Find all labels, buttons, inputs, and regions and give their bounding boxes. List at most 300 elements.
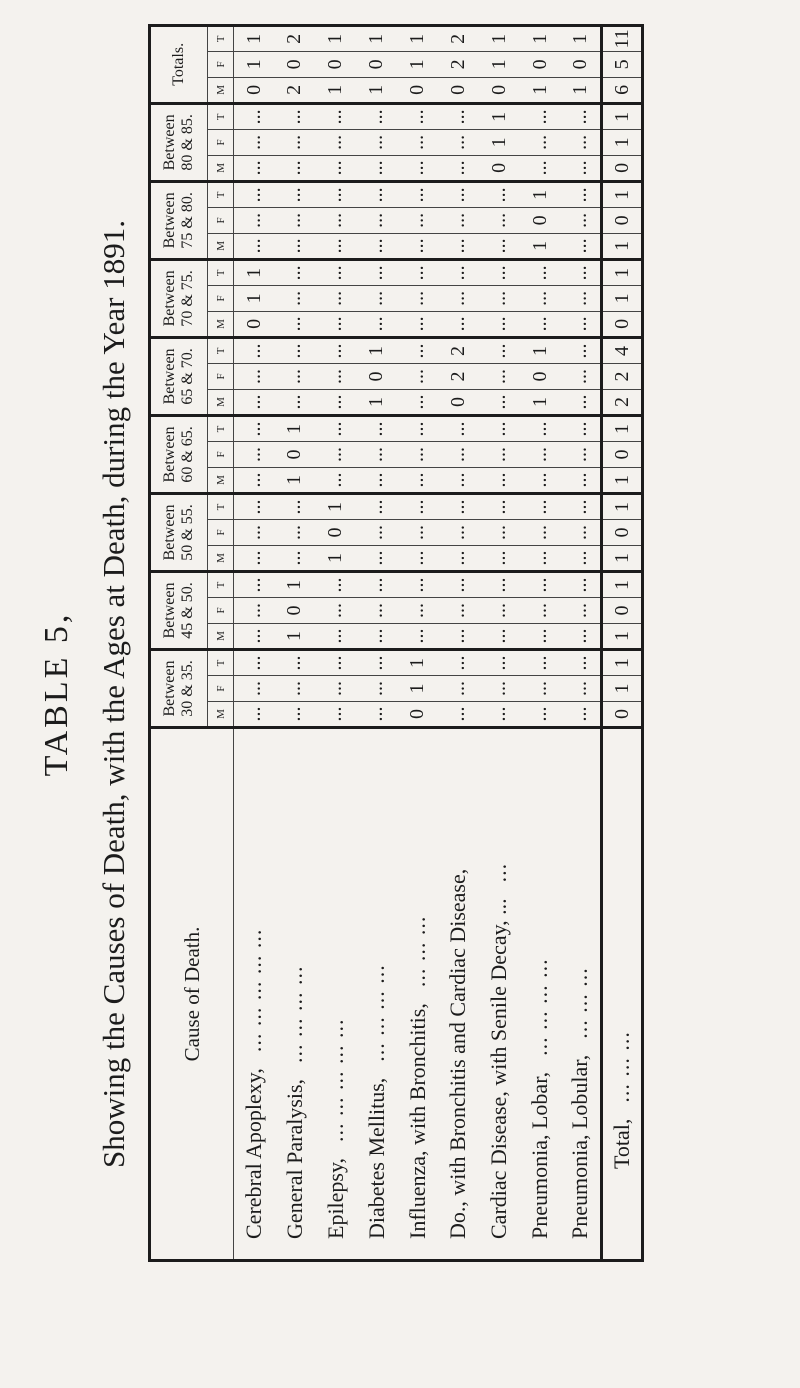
value-cell: 1 <box>602 571 643 597</box>
value-cell: ... <box>397 415 438 441</box>
value-cell: ... <box>315 207 356 233</box>
leader-dots: ... ... ... ... <box>363 964 389 1062</box>
value-cell: ... <box>315 311 356 337</box>
value-cell: ... <box>520 493 561 519</box>
cause-cell <box>520 728 561 1261</box>
value-cell: ... <box>520 467 561 493</box>
value-cell: ... <box>479 623 520 649</box>
value-cell: ... <box>397 103 438 129</box>
value-cell: 0 <box>234 77 275 103</box>
value-cell: ... <box>561 363 602 389</box>
sex-header: M <box>208 702 234 728</box>
table-row <box>315 25 356 1260</box>
value-cell: 0 <box>274 51 315 77</box>
value-cell: ... <box>234 207 275 233</box>
value-cell: ... <box>315 337 356 363</box>
age-group-range: 65 & 70. <box>179 348 196 405</box>
age-group-header <box>150 415 208 493</box>
value-cell: ... <box>274 181 315 207</box>
value-cell: ... <box>315 597 356 623</box>
value-cell: ... <box>438 181 479 207</box>
value-cell: 0 <box>274 441 315 467</box>
value-cell: ... <box>356 285 397 311</box>
value-cell: ... <box>520 649 561 675</box>
sex-header: M <box>208 155 234 181</box>
age-group-label: Between <box>161 504 178 561</box>
value-cell: 1 <box>602 181 643 207</box>
sex-header: F <box>208 676 234 702</box>
value-cell: 5 <box>602 51 643 77</box>
cause-of-death-header: Cause of Death. <box>150 728 234 1261</box>
value-cell: ... <box>315 571 356 597</box>
value-cell: ... <box>561 155 602 181</box>
leader-dots: ... ... ... ... <box>281 965 307 1063</box>
value-cell: 0 <box>602 702 643 728</box>
cause-cell <box>397 728 438 1261</box>
value-cell: 1 <box>602 649 643 675</box>
age-group-range: 45 & 50. <box>179 582 196 639</box>
value-cell: ... <box>438 467 479 493</box>
value-cell: 1 <box>356 77 397 103</box>
value-cell: ... <box>561 129 602 155</box>
value-cell: ... <box>520 702 561 728</box>
value-cell: ... <box>356 702 397 728</box>
age-group-label: Totals. <box>170 42 187 86</box>
value-cell: 1 <box>520 181 561 207</box>
value-cell: ... <box>561 389 602 415</box>
value-cell: 0 <box>438 389 479 415</box>
value-cell: ... <box>561 545 602 571</box>
cause-cell <box>479 728 520 1261</box>
value-cell: ... <box>397 467 438 493</box>
value-cell: ... <box>356 571 397 597</box>
value-cell: ... <box>479 259 520 285</box>
value-cell: ... <box>438 155 479 181</box>
age-group-range: 30 & 35. <box>179 660 196 717</box>
value-cell: ... <box>234 519 275 545</box>
value-cell: ... <box>561 493 602 519</box>
value-cell: ... <box>274 702 315 728</box>
age-group-header <box>150 103 208 181</box>
sex-header: T <box>208 415 234 441</box>
value-cell: ... <box>397 207 438 233</box>
value-cell: ... <box>397 519 438 545</box>
sex-header: F <box>208 519 234 545</box>
value-cell: ... <box>438 311 479 337</box>
value-cell: 1 <box>479 103 520 129</box>
table-row <box>561 25 602 1260</box>
value-cell: ... <box>561 519 602 545</box>
table-row <box>520 25 561 1260</box>
value-cell: ... <box>479 285 520 311</box>
value-cell: ... <box>356 545 397 571</box>
value-cell: ... <box>234 441 275 467</box>
value-cell: ... <box>520 623 561 649</box>
age-group-header <box>150 649 208 727</box>
value-cell: 6 <box>602 77 643 103</box>
value-cell: 0 <box>315 519 356 545</box>
cause-label: Diabetes Mellitus, <box>363 1077 389 1239</box>
value-cell: ... <box>520 155 561 181</box>
value-cell: ... <box>438 676 479 702</box>
sex-header: T <box>208 571 234 597</box>
value-cell: ... <box>479 441 520 467</box>
cause-label: Cerebral Apoplexy, <box>241 1068 267 1239</box>
value-cell: ... <box>397 571 438 597</box>
value-cell: 0 <box>561 51 602 77</box>
value-cell: ... <box>315 441 356 467</box>
value-cell: 1 <box>274 571 315 597</box>
value-cell: 0 <box>274 597 315 623</box>
value-cell: 0 <box>397 702 438 728</box>
value-cell: 0 <box>479 77 520 103</box>
value-cell: 1 <box>602 233 643 259</box>
cause-label: Cardiac Disease, with Senile Decay, ... <box>486 898 512 1239</box>
value-cell: ... <box>561 441 602 467</box>
value-cell: 0 <box>315 51 356 77</box>
value-cell: ... <box>315 363 356 389</box>
value-cell: ... <box>234 129 275 155</box>
value-cell: 2 <box>602 363 643 389</box>
value-cell: ... <box>234 493 275 519</box>
value-cell: 0 <box>234 311 275 337</box>
value-cell: ... <box>397 363 438 389</box>
value-cell: ... <box>561 702 602 728</box>
age-group-range: 80 & 85. <box>179 114 196 171</box>
age-group-header-row <box>150 25 208 1260</box>
value-cell: ... <box>438 493 479 519</box>
value-cell: 1 <box>602 676 643 702</box>
sex-header: F <box>208 129 234 155</box>
sex-header: M <box>208 545 234 571</box>
table-row <box>397 25 438 1260</box>
value-cell: ... <box>520 311 561 337</box>
value-cell: ... <box>438 129 479 155</box>
cause-cell <box>315 728 356 1261</box>
value-cell: ... <box>356 649 397 675</box>
value-cell: 0 <box>356 363 397 389</box>
cause-cell <box>356 728 397 1261</box>
value-cell: ... <box>315 285 356 311</box>
value-cell: ... <box>520 441 561 467</box>
value-cell: ... <box>438 623 479 649</box>
value-cell: ... <box>397 259 438 285</box>
value-cell: 1 <box>397 676 438 702</box>
value-cell: ... <box>356 676 397 702</box>
cause-label: General Paralysis, <box>281 1078 307 1239</box>
value-cell: ... <box>274 233 315 259</box>
value-cell: ... <box>356 441 397 467</box>
value-cell: ... <box>274 155 315 181</box>
value-cell: ... <box>561 571 602 597</box>
value-cell: 0 <box>520 207 561 233</box>
value-cell: ... <box>356 233 397 259</box>
value-cell: ... <box>479 519 520 545</box>
value-cell: 2 <box>438 337 479 363</box>
value-cell: 1 <box>397 25 438 51</box>
value-cell: ... <box>397 389 438 415</box>
value-cell: ... <box>397 129 438 155</box>
sex-header: T <box>208 259 234 285</box>
value-cell: ... <box>438 597 479 623</box>
leader-dots: ... ... ... <box>567 967 593 1039</box>
table-row <box>274 25 315 1260</box>
value-cell: ... <box>561 597 602 623</box>
leader-dots: ... ... ... ... <box>527 958 553 1056</box>
leader-dots: ... <box>486 862 512 883</box>
value-cell: 0 <box>602 441 643 467</box>
value-cell: ... <box>397 441 438 467</box>
value-cell: 1 <box>315 77 356 103</box>
value-cell: ... <box>356 129 397 155</box>
value-cell: ... <box>438 415 479 441</box>
value-cell: ... <box>520 571 561 597</box>
leader-dots: ... ... ... <box>609 1031 634 1103</box>
table-row <box>438 25 479 1260</box>
value-cell: 1 <box>356 337 397 363</box>
value-cell: ... <box>561 233 602 259</box>
value-cell: ... <box>438 702 479 728</box>
value-cell: 1 <box>315 545 356 571</box>
value-cell: ... <box>315 415 356 441</box>
value-cell: ... <box>234 389 275 415</box>
value-cell: ... <box>234 623 275 649</box>
leader-dots: ... ... ... ... ... <box>322 1018 348 1142</box>
value-cell: ... <box>315 623 356 649</box>
sex-header: M <box>208 467 234 493</box>
value-cell: ... <box>315 233 356 259</box>
value-cell: ... <box>234 363 275 389</box>
value-cell: ... <box>234 467 275 493</box>
value-cell: 2 <box>602 389 643 415</box>
value-cell: ... <box>479 467 520 493</box>
value-cell: ... <box>397 311 438 337</box>
value-cell: ... <box>274 545 315 571</box>
value-cell: 1 <box>397 649 438 675</box>
value-cell: ... <box>356 311 397 337</box>
value-cell: ... <box>315 181 356 207</box>
value-cell: ... <box>315 649 356 675</box>
table-row <box>479 25 520 1260</box>
value-cell: ... <box>315 103 356 129</box>
value-cell: ... <box>561 467 602 493</box>
value-cell: ... <box>479 676 520 702</box>
value-cell: 2 <box>438 363 479 389</box>
value-cell: ... <box>438 285 479 311</box>
value-cell: ... <box>274 207 315 233</box>
value-cell: ... <box>397 545 438 571</box>
age-group-header <box>150 493 208 571</box>
value-cell: 0 <box>479 155 520 181</box>
value-cell: 1 <box>602 285 643 311</box>
value-cell: 1 <box>602 103 643 129</box>
value-cell: ... <box>561 649 602 675</box>
value-cell: ... <box>561 103 602 129</box>
value-cell: ... <box>520 285 561 311</box>
value-cell: ... <box>274 285 315 311</box>
table-row <box>234 25 275 1260</box>
value-cell: ... <box>356 207 397 233</box>
age-group-header <box>150 337 208 415</box>
age-group-header <box>150 181 208 259</box>
value-cell: 1 <box>274 467 315 493</box>
value-cell: 1 <box>315 493 356 519</box>
cause-label: Pneumonia, Lobar, <box>527 1071 553 1239</box>
value-cell: 1 <box>234 51 275 77</box>
value-cell: ... <box>479 571 520 597</box>
value-cell: ... <box>234 415 275 441</box>
value-cell: 0 <box>602 311 643 337</box>
value-cell: 1 <box>356 25 397 51</box>
age-group-label: Between <box>161 192 178 249</box>
value-cell: 1 <box>602 259 643 285</box>
value-cell: ... <box>356 415 397 441</box>
value-cell: 1 <box>479 25 520 51</box>
table-subtitle: Showing the Causes of Death, with the Ages at Death, during the Year 1891. <box>96 220 131 1168</box>
value-cell: ... <box>356 155 397 181</box>
cause-label: Influenza, with Bronchitis, <box>404 1003 430 1239</box>
age-group-range: 70 & 75. <box>179 270 196 327</box>
value-cell: 1 <box>234 285 275 311</box>
sex-header: T <box>208 181 234 207</box>
age-group-header <box>150 259 208 337</box>
value-cell: ... <box>274 129 315 155</box>
value-cell: ... <box>479 493 520 519</box>
value-cell: ... <box>520 103 561 129</box>
value-cell: ... <box>438 649 479 675</box>
value-cell: ... <box>520 545 561 571</box>
value-cell: ... <box>561 311 602 337</box>
sex-header: F <box>208 597 234 623</box>
value-cell: 1 <box>315 25 356 51</box>
value-cell: ... <box>479 233 520 259</box>
value-cell: 0 <box>520 363 561 389</box>
sex-header: T <box>208 649 234 675</box>
sex-header: F <box>208 207 234 233</box>
value-cell: ... <box>479 597 520 623</box>
value-cell: ... <box>561 285 602 311</box>
value-cell: ... <box>397 181 438 207</box>
value-cell: 1 <box>602 467 643 493</box>
value-cell: ... <box>315 702 356 728</box>
value-cell: 1 <box>520 233 561 259</box>
value-cell: ... <box>561 207 602 233</box>
value-cell: ... <box>356 493 397 519</box>
value-cell: ... <box>234 571 275 597</box>
age-group-header <box>150 571 208 649</box>
value-cell: ... <box>356 519 397 545</box>
value-cell: 11 <box>602 25 643 51</box>
table-title: TABLE 5, <box>38 611 75 777</box>
value-cell: ... <box>438 571 479 597</box>
value-cell: 2 <box>438 51 479 77</box>
value-cell: ... <box>234 337 275 363</box>
age-group-header <box>150 25 208 103</box>
value-cell: ... <box>274 389 315 415</box>
value-cell: ... <box>438 259 479 285</box>
value-cell: 1 <box>234 25 275 51</box>
value-cell: ... <box>315 155 356 181</box>
leader-dots: ... ... ... ... ... <box>241 928 267 1053</box>
value-cell: ... <box>234 103 275 129</box>
value-cell: ... <box>561 337 602 363</box>
value-cell: ... <box>356 103 397 129</box>
sex-header: T <box>208 103 234 129</box>
value-cell: 1 <box>520 77 561 103</box>
value-cell: ... <box>356 467 397 493</box>
value-cell: ... <box>234 649 275 675</box>
value-cell: ... <box>438 207 479 233</box>
age-group-label: Between <box>161 660 178 717</box>
value-cell: ... <box>561 676 602 702</box>
value-cell: 1 <box>520 25 561 51</box>
value-cell: ... <box>356 259 397 285</box>
value-cell: ... <box>315 467 356 493</box>
cause-cell <box>602 728 643 1261</box>
value-cell: ... <box>397 623 438 649</box>
value-cell: 2 <box>438 25 479 51</box>
value-cell: ... <box>479 207 520 233</box>
cause-cell <box>274 728 315 1261</box>
value-cell: 1 <box>602 545 643 571</box>
age-group-label: Between <box>161 270 178 327</box>
value-cell: ... <box>397 597 438 623</box>
sex-header: F <box>208 441 234 467</box>
value-cell: ... <box>274 259 315 285</box>
value-cell: 1 <box>356 389 397 415</box>
value-cell: 0 <box>356 51 397 77</box>
value-cell: ... <box>274 676 315 702</box>
value-cell: ... <box>479 311 520 337</box>
value-cell: ... <box>234 233 275 259</box>
value-cell: ... <box>520 676 561 702</box>
value-cell: 1 <box>520 337 561 363</box>
value-cell: ... <box>479 702 520 728</box>
value-cell: 1 <box>234 259 275 285</box>
cause-cell <box>234 728 275 1261</box>
value-cell: ... <box>234 181 275 207</box>
value-cell: 1 <box>479 51 520 77</box>
age-group-range: 50 & 55. <box>179 504 196 561</box>
value-cell: ... <box>397 337 438 363</box>
value-cell: ... <box>274 363 315 389</box>
value-cell: ... <box>438 103 479 129</box>
value-cell: ... <box>397 493 438 519</box>
value-cell: ... <box>274 493 315 519</box>
value-cell: ... <box>479 363 520 389</box>
value-cell: ... <box>234 702 275 728</box>
leader-dots: ... ... ... <box>404 915 430 988</box>
sex-header: M <box>208 623 234 649</box>
age-group-range: 75 & 80. <box>179 192 196 249</box>
value-cell: ... <box>274 103 315 129</box>
value-cell: 0 <box>602 207 643 233</box>
sex-header: M <box>208 77 234 103</box>
sex-header: F <box>208 51 234 77</box>
value-cell: 0 <box>520 51 561 77</box>
value-cell: ... <box>356 181 397 207</box>
value-cell: ... <box>561 181 602 207</box>
value-cell: ... <box>520 415 561 441</box>
value-cell: ... <box>274 337 315 363</box>
value-cell: 1 <box>479 129 520 155</box>
value-cell: 0 <box>438 77 479 103</box>
sex-header: T <box>208 337 234 363</box>
value-cell: 1 <box>561 77 602 103</box>
value-cell: ... <box>438 519 479 545</box>
sex-header: M <box>208 389 234 415</box>
value-cell: ... <box>479 415 520 441</box>
